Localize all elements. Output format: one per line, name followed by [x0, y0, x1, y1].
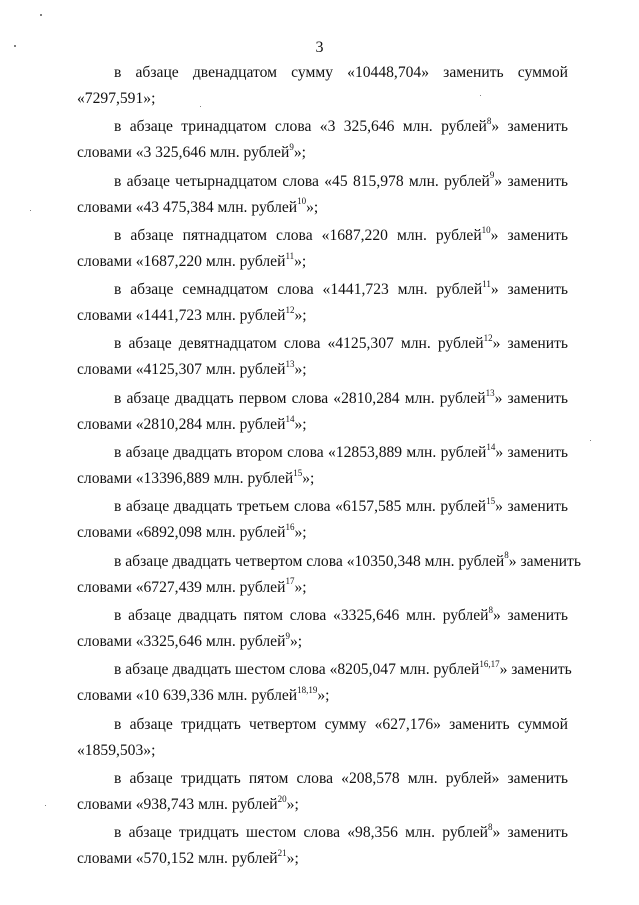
- amendment-text-tail: » заменить: [495, 444, 569, 462]
- amendment-paragraph: [77, 712, 568, 764]
- amendment-line-1: [77, 712, 568, 738]
- amendment-text: словами «570,152 млн. рублей: [77, 850, 278, 868]
- amendment-line-1: [77, 223, 568, 249]
- footnote-ref: 16,17: [479, 659, 500, 670]
- scan-speck: [480, 95, 481, 96]
- amendment-line-1: [77, 549, 581, 575]
- amendment-line-1: [77, 277, 568, 303]
- footnote-ref: 13: [485, 387, 495, 398]
- amendment-line-1: [77, 657, 572, 683]
- amendment-line-2: [77, 683, 568, 709]
- amendment-line-1: [77, 603, 568, 629]
- amendment-line-2: [77, 466, 568, 492]
- amendment-text-tail: »;: [294, 361, 307, 379]
- amendment-line-2: [77, 357, 568, 383]
- footnote-ref: 8: [504, 550, 509, 561]
- footnote-ref: 11: [285, 250, 295, 261]
- amendment-text: словами «1441,723 млн. рублей: [77, 307, 286, 325]
- amendment-text-tail: »;: [294, 578, 307, 596]
- amendment-text-tail: »;: [294, 415, 307, 433]
- amendment-line-1: [77, 331, 568, 357]
- footnote-ref: 8: [488, 821, 493, 832]
- amendment-text-tail: » заменить: [494, 389, 568, 407]
- amendment-text-tail: » заменить: [491, 118, 568, 136]
- amendments-list: [77, 60, 581, 874]
- footnote-ref: 9: [289, 142, 294, 153]
- footnote-ref: 11: [482, 279, 491, 289]
- footnote-ref: 15: [293, 467, 303, 478]
- footnote-ref: 13: [285, 359, 295, 370]
- amendment-paragraph: [77, 440, 568, 492]
- amendment-text: в абзаце двадцать шестом слова «8205,047 млн. рублей: [114, 661, 480, 679]
- footnote-ref: 14: [486, 441, 496, 452]
- amendment-paragraph: [77, 223, 568, 275]
- footnote-ref: 17: [285, 576, 295, 587]
- amendment-text: в абзаце семнадцатом слова «1441,723 млн. рублей: [114, 281, 483, 299]
- footnote-ref: 21: [277, 847, 287, 858]
- amendment-paragraph: [77, 169, 568, 221]
- scan-speck: [200, 106, 201, 107]
- amendment-text: в абзаце двадцать втором слова «12853,889 млн. рублей: [114, 444, 487, 462]
- amendment-text: в абзаце девятнадцатом слова «4125,307 млн. рублей: [114, 335, 484, 353]
- amendment-text-tail: » заменить: [490, 281, 569, 299]
- amendment-line-2: [77, 792, 568, 818]
- page-number: 3: [315, 39, 324, 56]
- footnote-ref: 14: [285, 413, 295, 424]
- amendment-text: в абзаце двадцать первом слова «2810,284 млн. рублей: [114, 389, 486, 407]
- amendment-text-tail: »;: [293, 144, 306, 162]
- amendment-line-2: [77, 412, 568, 438]
- footnote-ref: 12: [483, 333, 493, 344]
- amendment-text: в абзаце тридцать шестом слова «98,356 млн. рублей: [114, 824, 488, 842]
- amendment-text: словами «3325,646 млн. рублей: [77, 632, 286, 650]
- amendment-text: словами «6727,439 млн. рублей: [77, 578, 286, 596]
- footnote-ref: 8: [488, 604, 493, 615]
- amendment-text: «7297,591»;: [77, 90, 156, 107]
- amendment-text: словами «1687,220 млн. рублей: [77, 252, 286, 270]
- amendment-paragraph: [77, 549, 581, 601]
- amendment-text-tail: »;: [294, 252, 307, 270]
- amendment-text: в абзаце двенадцатом сумму «10448,704» заменить суммой: [114, 64, 568, 81]
- amendment-text: словами «3 325,646 млн. рублей: [77, 144, 290, 162]
- scan-speck: [40, 14, 42, 16]
- amendment-text-tail: »;: [306, 198, 319, 216]
- amendment-text: в абзаце тридцать пятом слова «208,578 млн. рублей» заменить: [114, 769, 568, 787]
- amendment-line-1: [77, 60, 568, 86]
- amendment-text-tail: » заменить: [490, 226, 568, 244]
- amendment-text-tail: » заменить: [492, 606, 569, 624]
- amendment-text-tail: »;: [294, 307, 307, 325]
- amendment-text-tail: »;: [302, 470, 315, 488]
- amendment-paragraph: [77, 494, 568, 546]
- amendment-text-tail: » заменить: [499, 661, 572, 679]
- amendment-text: словами «6892,098 млн. рублей: [77, 524, 286, 542]
- amendment-text-tail: » заменить: [508, 552, 581, 570]
- amendment-text: словами «4125,307 млн. рублей: [77, 361, 286, 379]
- scan-speck: [45, 805, 46, 806]
- amendment-paragraph: [77, 820, 568, 872]
- amendment-line-2: [77, 520, 568, 546]
- footnote-ref: 9: [489, 170, 495, 181]
- amendment-text: словами «10 639,336 млн. рублей: [77, 687, 298, 705]
- amendment-text-tail: »;: [286, 850, 299, 868]
- amendment-text: словами «938,743 млн. рублей: [77, 795, 278, 813]
- amendment-line-2: [77, 575, 568, 601]
- footnote-ref: 10: [481, 224, 491, 235]
- amendment-text-tail: »;: [294, 524, 307, 542]
- amendment-text: в абзаце двадцать пятом слова «3325,646 млн. рублей: [114, 606, 489, 624]
- footnote-ref: 9: [285, 630, 290, 641]
- amendment-text-tail: » заменить: [492, 824, 568, 842]
- footnote-ref: 12: [285, 305, 295, 315]
- amendment-text-tail: » заменить: [494, 172, 568, 190]
- scan-speck: [14, 45, 16, 47]
- scan-speck: [30, 210, 31, 211]
- amendment-paragraph: [77, 331, 568, 383]
- amendment-paragraph: [77, 603, 568, 655]
- amendment-text: словами «43 475,384 млн. рублей: [77, 198, 298, 216]
- footnote-ref: 16: [285, 522, 295, 533]
- amendment-line-1: [77, 766, 568, 792]
- amendment-paragraph: [77, 657, 572, 709]
- amendment-line-2: [77, 738, 568, 764]
- amendment-line-1: [77, 386, 568, 412]
- amendment-text: словами «13396,889 млн. рублей: [77, 470, 294, 488]
- amendment-line-1: [77, 440, 568, 466]
- amendment-paragraph: [77, 277, 568, 329]
- footnote-ref: 8: [486, 116, 492, 127]
- amendment-text: «1859,503»;: [77, 741, 156, 759]
- amendment-line-1: [77, 494, 568, 520]
- footnote-ref: 10: [297, 196, 307, 207]
- amendment-line-1: [77, 820, 568, 846]
- amendment-line-2: [77, 249, 568, 275]
- amendment-text: в абзаце четырнадцатом слова «45 815,978 млн. рублей: [114, 172, 490, 190]
- amendment-text-tail: »;: [286, 795, 299, 813]
- footnote-ref: 18,19: [297, 685, 318, 696]
- footnote-ref: 15: [486, 496, 496, 507]
- amendment-line-2: [77, 140, 568, 166]
- amendment-text-tail: »;: [317, 687, 330, 705]
- amendment-line-2: [77, 629, 568, 655]
- amendment-line-1: [77, 169, 568, 195]
- amendment-text: в абзаце тринадцатом слова «3 325,646 млн. рублей: [114, 118, 487, 136]
- amendment-line-2: [77, 86, 568, 112]
- amendment-text-tail: » заменить: [492, 335, 568, 353]
- amendment-paragraph: [77, 60, 568, 112]
- amendment-paragraph: [77, 386, 568, 438]
- amendment-text: в абзаце пятнадцатом слова «1687,220 млн. рублей: [114, 226, 482, 244]
- amendment-text-tail: » заменить: [495, 498, 568, 516]
- amendment-line-2: [77, 303, 568, 329]
- footnote-ref: 20: [277, 793, 287, 804]
- amendment-text: в абзаце двадцать третьем слова «6157,585 млн. рублей: [114, 498, 487, 516]
- amendment-text: в абзаце двадцать четвертом слова «10350,348 млн. рублей: [114, 552, 505, 570]
- amendment-line-2: [77, 195, 568, 221]
- amendment-text: словами «2810,284 млн. рублей: [77, 415, 286, 433]
- amendment-text-tail: »;: [289, 632, 303, 650]
- amendment-paragraph: [77, 766, 568, 818]
- amendment-paragraph: [77, 114, 568, 166]
- amendment-text: в абзаце тридцать четвертом сумму «627,176» заменить суммой: [114, 715, 568, 733]
- amendment-line-2: [77, 846, 568, 872]
- scan-speck: [590, 440, 591, 441]
- amendment-line-1: [77, 114, 568, 140]
